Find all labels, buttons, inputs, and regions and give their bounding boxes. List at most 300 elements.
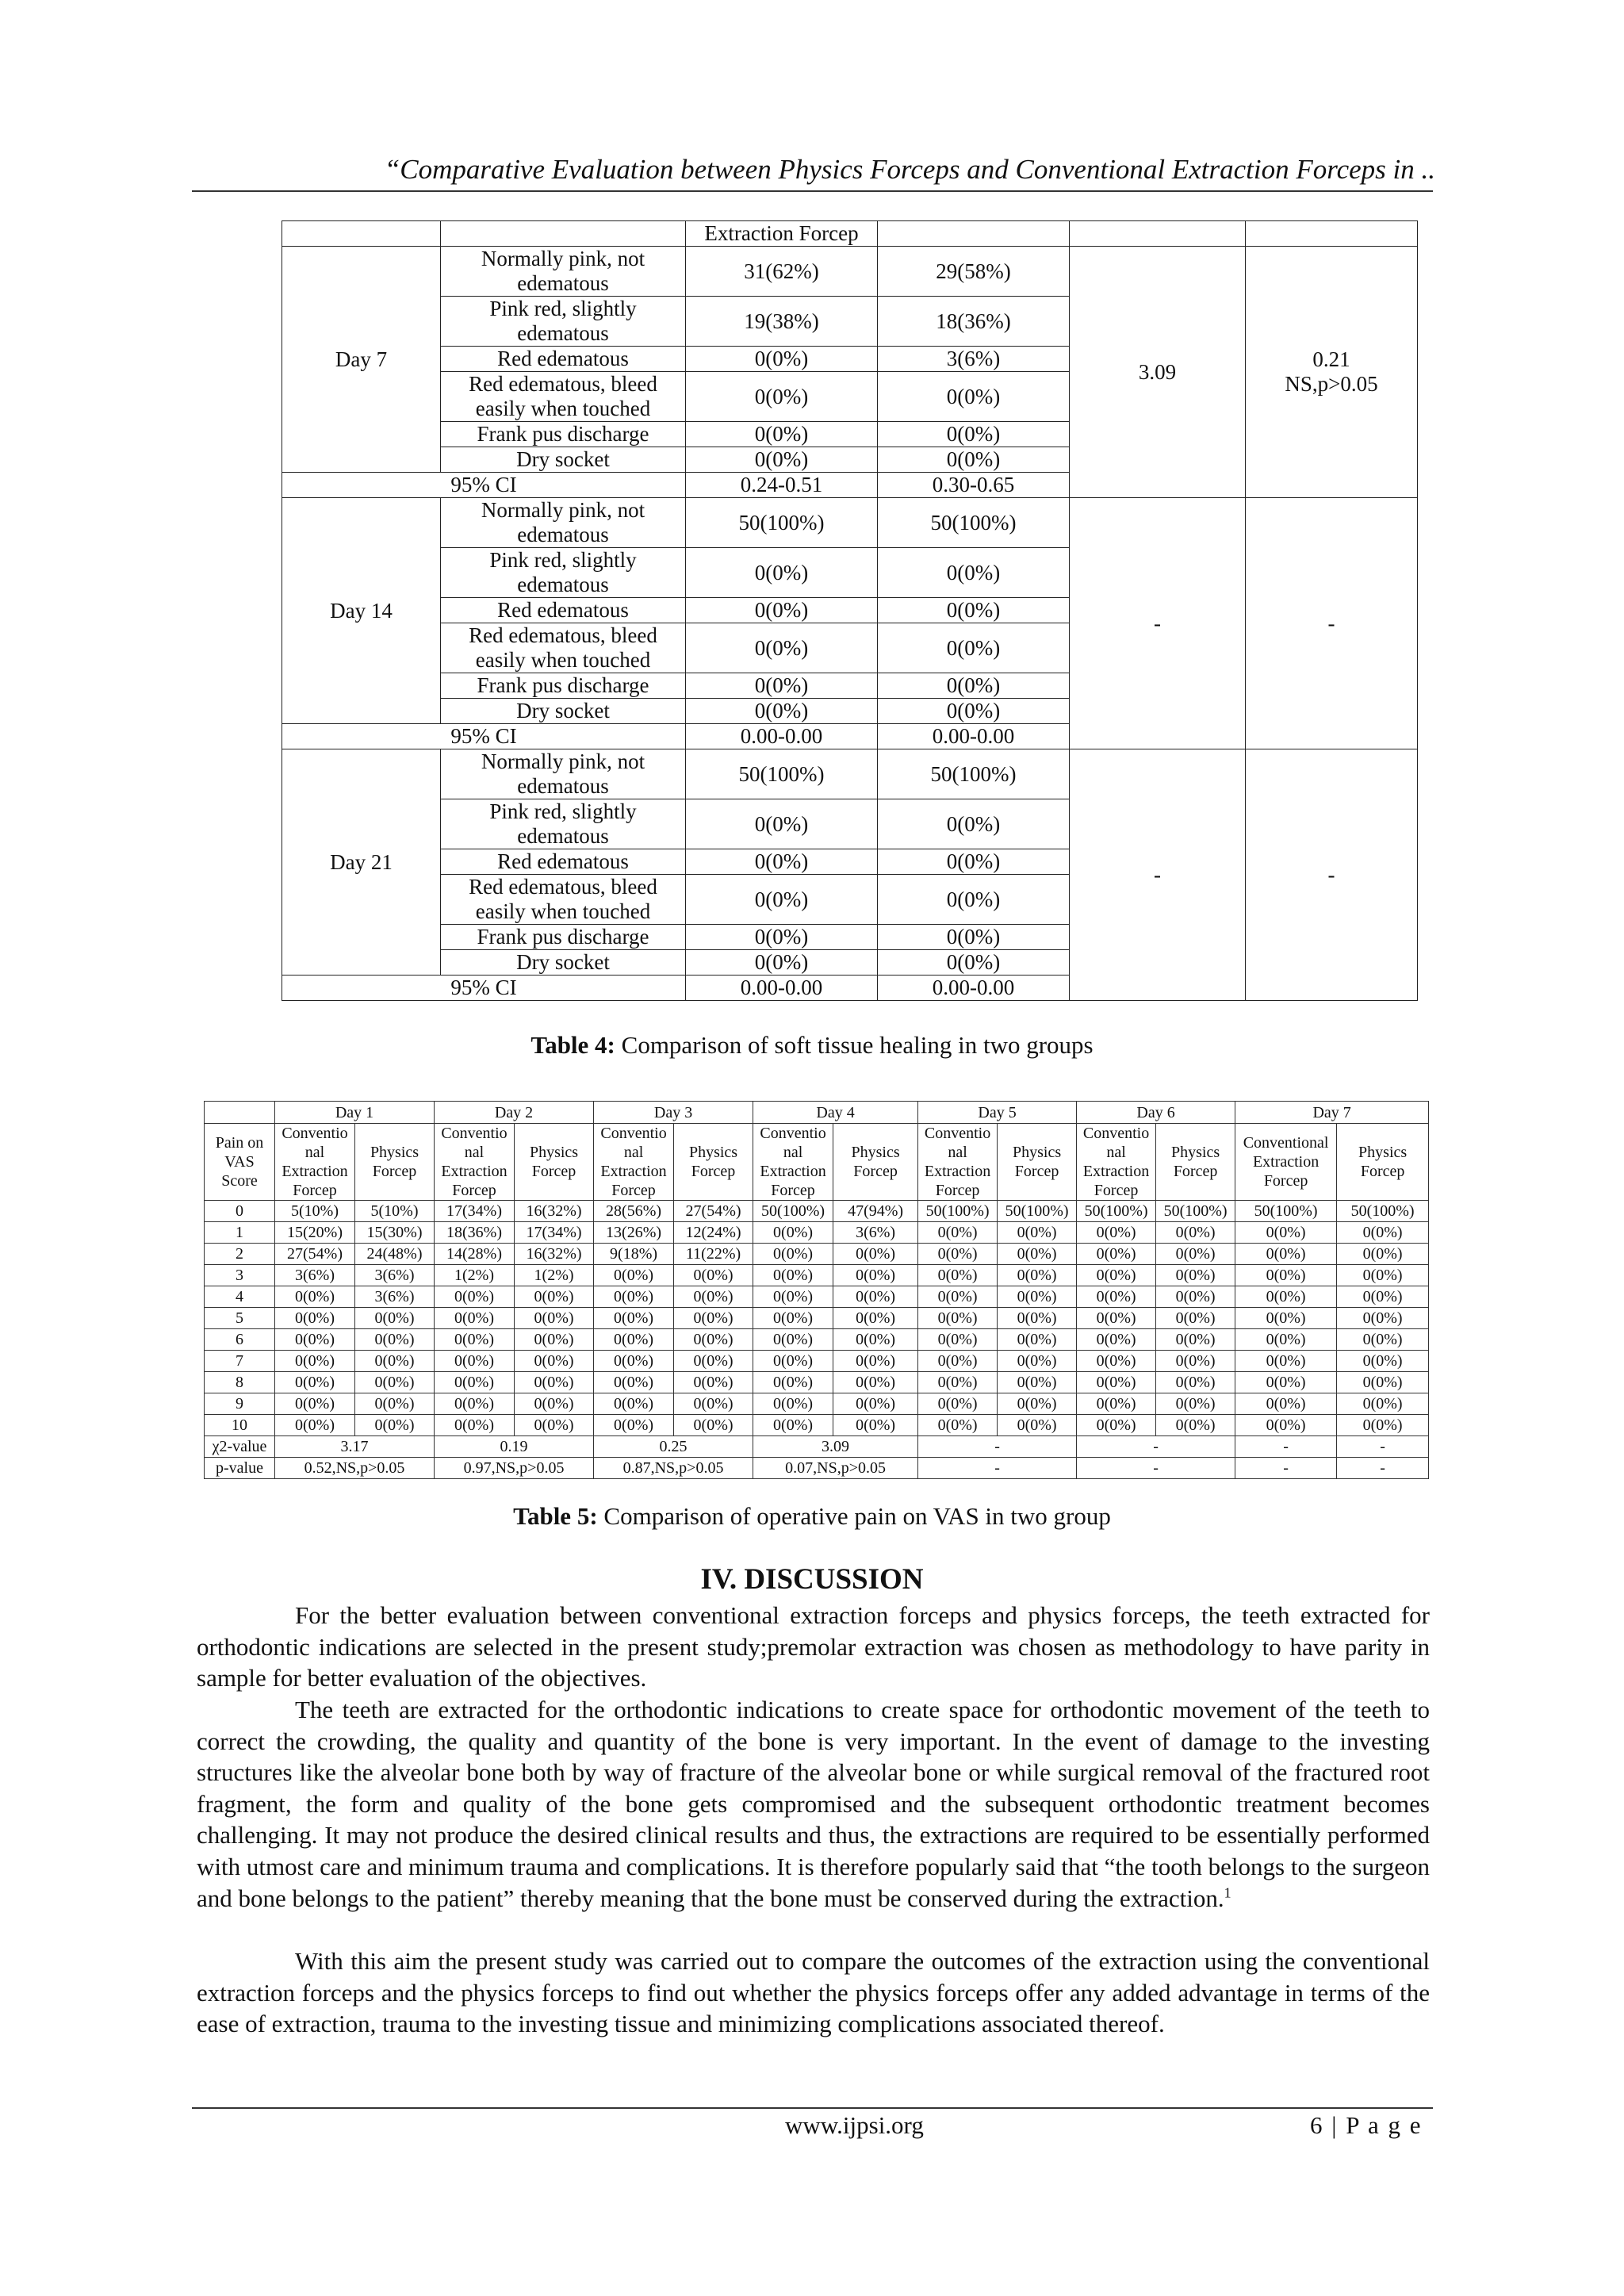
value-cell: 0(0%) xyxy=(686,673,878,699)
score-cell: 6 xyxy=(205,1329,275,1351)
stat-value-cell: - xyxy=(918,1458,1077,1479)
value-cell: 0(0%) xyxy=(275,1351,355,1372)
value-cell: 0(0%) xyxy=(753,1329,833,1351)
value-cell: 5(10%) xyxy=(275,1201,355,1222)
value-cell: 0(0%) xyxy=(674,1372,753,1393)
value-cell: 28(56%) xyxy=(594,1201,674,1222)
score-cell: 10 xyxy=(205,1415,275,1436)
table-row xyxy=(205,1329,1429,1351)
stat-value-cell: 3.17 xyxy=(275,1436,435,1458)
value-cell: 27(54%) xyxy=(275,1244,355,1265)
running-header: “Comparative Evaluation between Physics Forceps and Conventional Extraction Forceps in .. xyxy=(384,154,1435,185)
conventional-header: Conventio nal Extraction Forcep xyxy=(435,1124,515,1201)
value-cell: 0(0%) xyxy=(1337,1329,1429,1351)
value-cell: 27(54%) xyxy=(674,1201,753,1222)
value-cell: 0(0%) xyxy=(674,1351,753,1372)
value-cell: 50(100%) xyxy=(998,1201,1077,1222)
stat-value-cell: 0.52,NS,p>0.05 xyxy=(275,1458,435,1479)
citation-ref: 1 xyxy=(1224,1884,1231,1901)
value-cell: 0(0%) xyxy=(594,1351,674,1372)
value-cell: 0(0%) xyxy=(686,598,878,623)
chi-value-cell: - xyxy=(1070,498,1246,749)
value-cell: 5(10%) xyxy=(355,1201,435,1222)
ci-value-cell: 0.00-0.00 xyxy=(686,976,878,1001)
condition-cell: Normally pink, not edematous xyxy=(441,247,686,297)
value-cell: 0(0%) xyxy=(355,1393,435,1415)
value-cell: 0(0%) xyxy=(753,1393,833,1415)
value-cell: 50(100%) xyxy=(686,749,878,799)
physics-header: Physics Forcep xyxy=(674,1124,753,1201)
day-header-cell: Day 6 xyxy=(1077,1102,1235,1124)
value-cell: 0(0%) xyxy=(998,1286,1077,1308)
value-cell: 0(0%) xyxy=(998,1222,1077,1244)
value-cell: 50(100%) xyxy=(1077,1201,1156,1222)
value-cell: 0(0%) xyxy=(686,447,878,473)
value-cell: 0(0%) xyxy=(435,1308,515,1329)
table-cell xyxy=(282,221,441,247)
value-cell: 0(0%) xyxy=(1156,1308,1235,1329)
value-cell: 0(0%) xyxy=(686,347,878,372)
ci-value-cell: 0.00-0.00 xyxy=(686,724,878,749)
value-cell: 0(0%) xyxy=(878,950,1070,976)
value-cell: 0(0%) xyxy=(1077,1393,1156,1415)
table-row xyxy=(205,1222,1429,1244)
value-cell: 3(6%) xyxy=(833,1222,918,1244)
day-header-cell: Day 1 xyxy=(275,1102,435,1124)
score-cell: 9 xyxy=(205,1393,275,1415)
value-cell: 0(0%) xyxy=(833,1393,918,1415)
value-cell: 0(0%) xyxy=(674,1286,753,1308)
value-cell: 0(0%) xyxy=(1235,1372,1337,1393)
value-cell: 0(0%) xyxy=(878,447,1070,473)
condition-cell: Red edematous, bleed easily when touched xyxy=(441,623,686,673)
value-cell: 14(28%) xyxy=(435,1244,515,1265)
value-cell: 0(0%) xyxy=(753,1222,833,1244)
value-cell: 0(0%) xyxy=(355,1351,435,1372)
value-cell: 9(18%) xyxy=(594,1244,674,1265)
value-cell: 0(0%) xyxy=(918,1415,998,1436)
day-header-cell: Day 2 xyxy=(435,1102,594,1124)
value-cell: 0(0%) xyxy=(686,372,878,422)
value-cell: 0(0%) xyxy=(878,799,1070,849)
score-cell: 2 xyxy=(205,1244,275,1265)
value-cell: 3(6%) xyxy=(355,1265,435,1286)
value-cell: 0(0%) xyxy=(753,1351,833,1372)
value-cell: 0(0%) xyxy=(594,1286,674,1308)
condition-cell: Frank pus discharge xyxy=(441,925,686,950)
value-cell: 1(2%) xyxy=(435,1265,515,1286)
value-cell: 0(0%) xyxy=(1235,1415,1337,1436)
value-cell: 47(94%) xyxy=(833,1201,918,1222)
table-header-row xyxy=(282,221,1418,247)
stat-value-cell: - xyxy=(1235,1458,1337,1479)
stat-value-cell: 0.19 xyxy=(435,1436,594,1458)
value-cell: 0(0%) xyxy=(1077,1222,1156,1244)
value-cell: 0(0%) xyxy=(355,1372,435,1393)
value-cell: 0(0%) xyxy=(355,1329,435,1351)
table-header-row xyxy=(205,1124,1429,1201)
value-cell: 0(0%) xyxy=(1077,1244,1156,1265)
ci-value-cell: 0.24-0.51 xyxy=(686,473,878,498)
value-cell: 0(0%) xyxy=(435,1286,515,1308)
value-cell: 3(6%) xyxy=(275,1265,355,1286)
chi-value-cell: 3.09 xyxy=(1070,247,1246,498)
table-row xyxy=(205,1244,1429,1265)
value-cell: 0(0%) xyxy=(1235,1286,1337,1308)
value-cell: 0(0%) xyxy=(594,1265,674,1286)
value-cell: 24(48%) xyxy=(355,1244,435,1265)
value-cell: 0(0%) xyxy=(1235,1329,1337,1351)
value-cell: 0(0%) xyxy=(998,1265,1077,1286)
stat-value-cell: 0.97,NS,p>0.05 xyxy=(435,1458,594,1479)
value-cell: 11(22%) xyxy=(674,1244,753,1265)
value-cell: 0(0%) xyxy=(998,1393,1077,1415)
footer-rule xyxy=(192,2107,1433,2109)
table-cell xyxy=(1246,221,1418,247)
value-cell: 0(0%) xyxy=(275,1372,355,1393)
discussion-paragraph-1: For the better evaluation between conventional extraction forceps and physics forceps, the teeth extracted for orthodontic indications are selected in the present study;premolar extraction was chosen as methodology to have parity in sample for better evaluation of the objectives. xyxy=(197,1601,1430,1692)
stat-value-cell: - xyxy=(1077,1436,1235,1458)
value-cell: 12(24%) xyxy=(674,1222,753,1244)
p-value-line: NS,p>0.05 xyxy=(1285,372,1378,396)
condition-cell: Red edematous xyxy=(441,598,686,623)
value-cell: 3(6%) xyxy=(355,1286,435,1308)
value-cell: 0(0%) xyxy=(753,1372,833,1393)
value-cell: 0(0%) xyxy=(1337,1265,1429,1286)
value-cell: 18(36%) xyxy=(878,297,1070,347)
value-cell: 0(0%) xyxy=(1235,1393,1337,1415)
table-4 xyxy=(282,220,1418,1001)
table-row xyxy=(205,1351,1429,1372)
value-cell: 0(0%) xyxy=(878,623,1070,673)
condition-cell: Red edematous xyxy=(441,347,686,372)
value-cell: 0(0%) xyxy=(594,1415,674,1436)
conventional-header: Conventional Extraction Forcep xyxy=(1235,1124,1337,1201)
physics-header: Physics Forcep xyxy=(1156,1124,1235,1201)
value-cell: 0(0%) xyxy=(594,1329,674,1351)
value-cell: 0(0%) xyxy=(1337,1393,1429,1415)
value-cell: 0(0%) xyxy=(275,1329,355,1351)
discussion-paragraph-2: The teeth are extracted for the orthodontic indications to create space for orthodontic movement of the teeth to correct the crowding, the quality and quantity of the bone is very important. In the event of damage to the investing structures like the alveolar bone both by way of fracture of the alveolar bone or while surgical removal of the fractured root fragment, the form and quality of the bone gets compromised and the subsequent orthodontic treatment becomes challenging. It may not produce the desired clinical results and thus, the extractions are required to be essentially performed with utmost care and minimum trauma and complications. It is therefore popularly said that “the tooth belongs to the surgeon and bone belongs to the patient” thereby meaning that the bone must be conserved during the extraction.$^1$ xyxy=(197,1696,1430,1912)
value-cell: 0(0%) xyxy=(1156,1415,1235,1436)
table-header-cell: Extraction Forcep xyxy=(686,221,878,247)
score-cell: 0 xyxy=(205,1201,275,1222)
value-cell: 3(6%) xyxy=(878,347,1070,372)
condition-cell: Dry socket xyxy=(441,699,686,724)
value-cell: 0(0%) xyxy=(515,1393,594,1415)
value-cell: 0(0%) xyxy=(355,1308,435,1329)
stat-value-cell: 0.25 xyxy=(594,1436,753,1458)
value-cell: 50(100%) xyxy=(1235,1201,1337,1222)
value-cell: 0(0%) xyxy=(833,1265,918,1286)
value-cell: 50(100%) xyxy=(878,749,1070,799)
chi-value-cell: - xyxy=(1070,749,1246,1001)
value-cell: 15(20%) xyxy=(275,1222,355,1244)
p-value-row xyxy=(205,1458,1429,1479)
value-cell: 0(0%) xyxy=(1337,1222,1429,1244)
value-cell: 0(0%) xyxy=(1156,1329,1235,1351)
value-cell: 0(0%) xyxy=(878,372,1070,422)
value-cell: 0(0%) xyxy=(1337,1372,1429,1393)
footer-url: www.ijpsi.org xyxy=(785,2111,924,2139)
value-cell: 0(0%) xyxy=(1077,1415,1156,1436)
value-cell: 0(0%) xyxy=(833,1415,918,1436)
value-cell: 0(0%) xyxy=(918,1351,998,1372)
table-row xyxy=(282,498,1418,548)
value-cell: 0(0%) xyxy=(1077,1351,1156,1372)
value-cell: 0(0%) xyxy=(1077,1329,1156,1351)
condition-cell: Normally pink, not edematous xyxy=(441,498,686,548)
value-cell: 0(0%) xyxy=(1337,1286,1429,1308)
value-cell: 17(34%) xyxy=(435,1201,515,1222)
condition-cell: Red edematous, bleed easily when touched xyxy=(441,372,686,422)
value-cell: 0(0%) xyxy=(515,1329,594,1351)
value-cell: 0(0%) xyxy=(686,950,878,976)
vas-score-header: Pain on VAS Score xyxy=(205,1124,275,1201)
value-cell: 0(0%) xyxy=(878,422,1070,447)
ci-label-cell: 95% CI xyxy=(282,724,686,749)
stat-label-cell: χ2-value xyxy=(205,1436,275,1458)
condition-cell: Red edematous xyxy=(441,849,686,875)
stat-value-cell: 0.87,NS,p>0.05 xyxy=(594,1458,753,1479)
value-cell: 18(36%) xyxy=(435,1222,515,1244)
value-cell: 0(0%) xyxy=(918,1286,998,1308)
value-cell: 0(0%) xyxy=(435,1329,515,1351)
value-cell: 0(0%) xyxy=(998,1329,1077,1351)
score-cell: 7 xyxy=(205,1351,275,1372)
value-cell: 0(0%) xyxy=(1337,1351,1429,1372)
value-cell: 0(0%) xyxy=(515,1415,594,1436)
value-cell: 0(0%) xyxy=(1156,1372,1235,1393)
physics-header: Physics Forcep xyxy=(355,1124,435,1201)
condition-cell: Normally pink, not edematous xyxy=(441,749,686,799)
stat-value-cell: 3.09 xyxy=(753,1436,918,1458)
value-cell: 31(62%) xyxy=(686,247,878,297)
value-cell: 0(0%) xyxy=(686,849,878,875)
score-cell: 3 xyxy=(205,1265,275,1286)
value-cell: 0(0%) xyxy=(1156,1265,1235,1286)
value-cell: 0(0%) xyxy=(1077,1308,1156,1329)
value-cell: 0(0%) xyxy=(275,1308,355,1329)
table-row xyxy=(205,1393,1429,1415)
value-cell: 0(0%) xyxy=(833,1286,918,1308)
p-value-line: 0.21 xyxy=(1312,347,1350,371)
condition-cell: Pink red, slightly edematous xyxy=(441,799,686,849)
value-cell: 0(0%) xyxy=(1156,1286,1235,1308)
value-cell: 0(0%) xyxy=(674,1265,753,1286)
value-cell: 50(100%) xyxy=(1337,1201,1429,1222)
value-cell: 1(2%) xyxy=(515,1265,594,1286)
score-cell: 1 xyxy=(205,1222,275,1244)
condition-cell: Pink red, slightly edematous xyxy=(441,548,686,598)
value-cell: 0(0%) xyxy=(753,1244,833,1265)
value-cell: 0(0%) xyxy=(435,1415,515,1436)
value-cell: 0(0%) xyxy=(878,598,1070,623)
value-cell: 0(0%) xyxy=(998,1244,1077,1265)
table-row xyxy=(205,1201,1429,1222)
stat-value-cell: - xyxy=(918,1436,1077,1458)
value-cell: 0(0%) xyxy=(753,1265,833,1286)
value-cell: 0(0%) xyxy=(674,1415,753,1436)
value-cell: 0(0%) xyxy=(878,548,1070,598)
conventional-header: Conventio nal Extraction Forcep xyxy=(1077,1124,1156,1201)
p-value-cell xyxy=(1246,749,1418,1001)
stat-label-cell: p-value xyxy=(205,1458,275,1479)
value-cell: 50(100%) xyxy=(686,498,878,548)
condition-cell: Dry socket xyxy=(441,447,686,473)
value-cell: 50(100%) xyxy=(918,1201,998,1222)
value-cell: 0(0%) xyxy=(878,925,1070,950)
value-cell: 50(100%) xyxy=(1156,1201,1235,1222)
value-cell: 0(0%) xyxy=(833,1351,918,1372)
table-cell xyxy=(1070,221,1246,247)
value-cell: 17(34%) xyxy=(515,1222,594,1244)
value-cell: 0(0%) xyxy=(1156,1244,1235,1265)
value-cell: 0(0%) xyxy=(1337,1415,1429,1436)
value-cell: 0(0%) xyxy=(918,1265,998,1286)
ci-label-cell: 95% CI xyxy=(282,473,686,498)
value-cell: 0(0%) xyxy=(833,1308,918,1329)
table-cell xyxy=(205,1102,275,1124)
value-cell: 0(0%) xyxy=(275,1415,355,1436)
footer-page-number: 6 | P a g e xyxy=(1310,2111,1423,2139)
table-row xyxy=(205,1286,1429,1308)
value-cell: 0(0%) xyxy=(594,1372,674,1393)
value-cell: 0(0%) xyxy=(1077,1265,1156,1286)
value-cell: 0(0%) xyxy=(515,1351,594,1372)
ci-value-cell: 0.00-0.00 xyxy=(878,724,1070,749)
value-cell: 50(100%) xyxy=(878,498,1070,548)
table-row xyxy=(205,1265,1429,1286)
value-cell: 0(0%) xyxy=(753,1308,833,1329)
table-header-row xyxy=(205,1102,1429,1124)
table-row xyxy=(205,1308,1429,1329)
day-header-cell: Day 5 xyxy=(918,1102,1077,1124)
value-cell: 0(0%) xyxy=(998,1308,1077,1329)
value-cell: 0(0%) xyxy=(1235,1244,1337,1265)
value-cell: 0(0%) xyxy=(674,1329,753,1351)
value-cell: 0(0%) xyxy=(1156,1351,1235,1372)
conventional-header: Conventio nal Extraction Forcep xyxy=(275,1124,355,1201)
value-cell: 0(0%) xyxy=(918,1222,998,1244)
condition-cell: Red edematous, bleed easily when touched xyxy=(441,875,686,925)
table-5 xyxy=(204,1101,1429,1479)
physics-header: Physics Forcep xyxy=(998,1124,1077,1201)
table-row xyxy=(282,749,1418,799)
value-cell: 0(0%) xyxy=(878,849,1070,875)
value-cell: 0(0%) xyxy=(878,673,1070,699)
conventional-header: Conventio nal Extraction Forcep xyxy=(918,1124,998,1201)
value-cell: 0(0%) xyxy=(1235,1351,1337,1372)
p-value-line: - xyxy=(1327,862,1335,887)
value-cell: 0(0%) xyxy=(1156,1393,1235,1415)
table-row xyxy=(282,247,1418,297)
value-cell: 0(0%) xyxy=(1156,1222,1235,1244)
discussion-paragraph-3: With this aim the present study was carried out to compare the outcomes of the extraction using the conventional extraction forceps and the physics forceps to find out whether the physics forceps offer any added advantage in terms of the ease of extraction, trauma to the investing tissue and minimizing complications associated thereof. xyxy=(197,1947,1430,2038)
ci-value-cell: 0.30-0.65 xyxy=(878,473,1070,498)
value-cell: 0(0%) xyxy=(275,1286,355,1308)
value-cell: 0(0%) xyxy=(753,1415,833,1436)
conventional-header: Conventio nal Extraction Forcep xyxy=(753,1124,833,1201)
value-cell: 0(0%) xyxy=(674,1308,753,1329)
value-cell: 0(0%) xyxy=(515,1286,594,1308)
p-value-line: - xyxy=(1327,611,1335,635)
stat-value-cell: 0.07,NS,p>0.05 xyxy=(753,1458,918,1479)
physics-header: Physics Forcep xyxy=(1337,1124,1429,1201)
p-value-cell xyxy=(1246,247,1418,498)
value-cell: 15(30%) xyxy=(355,1222,435,1244)
value-cell: 0(0%) xyxy=(686,699,878,724)
value-cell: 0(0%) xyxy=(918,1372,998,1393)
score-cell: 8 xyxy=(205,1372,275,1393)
value-cell: 0(0%) xyxy=(918,1329,998,1351)
value-cell: 50(100%) xyxy=(753,1201,833,1222)
value-cell: 0(0%) xyxy=(833,1244,918,1265)
value-cell: 0(0%) xyxy=(998,1415,1077,1436)
value-cell: 0(0%) xyxy=(878,699,1070,724)
value-cell: 19(38%) xyxy=(686,297,878,347)
value-cell: 0(0%) xyxy=(753,1286,833,1308)
table-cell xyxy=(441,221,686,247)
value-cell: 0(0%) xyxy=(686,799,878,849)
condition-cell: Frank pus discharge xyxy=(441,673,686,699)
stat-value-cell: - xyxy=(1337,1458,1429,1479)
value-cell: 0(0%) xyxy=(998,1351,1077,1372)
value-cell: 0(0%) xyxy=(918,1244,998,1265)
value-cell: 0(0%) xyxy=(686,422,878,447)
stat-value-cell: - xyxy=(1077,1458,1235,1479)
value-cell: 16(32%) xyxy=(515,1244,594,1265)
table-row xyxy=(205,1415,1429,1436)
value-cell: 0(0%) xyxy=(686,623,878,673)
value-cell: 0(0%) xyxy=(833,1372,918,1393)
section-heading-discussion: IV. DISCUSSION xyxy=(700,1563,924,1596)
physics-header: Physics Forcep xyxy=(833,1124,918,1201)
value-cell: 0(0%) xyxy=(674,1393,753,1415)
value-cell: 0(0%) xyxy=(998,1372,1077,1393)
value-cell: 0(0%) xyxy=(1337,1244,1429,1265)
ci-value-cell: 0.00-0.00 xyxy=(878,976,1070,1001)
value-cell: 0(0%) xyxy=(355,1415,435,1436)
value-cell: 0(0%) xyxy=(1337,1308,1429,1329)
value-cell: 0(0%) xyxy=(515,1372,594,1393)
condition-cell: Frank pus discharge xyxy=(441,422,686,447)
day-header-cell: Day 3 xyxy=(594,1102,753,1124)
conventional-header: Conventio nal Extraction Forcep xyxy=(594,1124,674,1201)
value-cell: 0(0%) xyxy=(1077,1372,1156,1393)
value-cell: 0(0%) xyxy=(686,875,878,925)
table-row xyxy=(205,1372,1429,1393)
chi-value-row xyxy=(205,1436,1429,1458)
condition-cell: Pink red, slightly edematous xyxy=(441,297,686,347)
table-cell xyxy=(878,221,1070,247)
value-cell: 0(0%) xyxy=(594,1308,674,1329)
value-cell: 0(0%) xyxy=(1235,1265,1337,1286)
day-label-cell: Day 7 xyxy=(282,247,441,473)
value-cell: 0(0%) xyxy=(275,1393,355,1415)
day-header-cell: Day 4 xyxy=(753,1102,918,1124)
value-cell: 0(0%) xyxy=(594,1393,674,1415)
condition-cell: Dry socket xyxy=(441,950,686,976)
value-cell: 0(0%) xyxy=(435,1372,515,1393)
day-label-cell: Day 14 xyxy=(282,498,441,724)
value-cell: 29(58%) xyxy=(878,247,1070,297)
stat-value-cell: - xyxy=(1235,1436,1337,1458)
score-cell: 5 xyxy=(205,1308,275,1329)
value-cell: 0(0%) xyxy=(878,875,1070,925)
stat-value-cell: - xyxy=(1337,1436,1429,1458)
value-cell: 0(0%) xyxy=(833,1329,918,1351)
